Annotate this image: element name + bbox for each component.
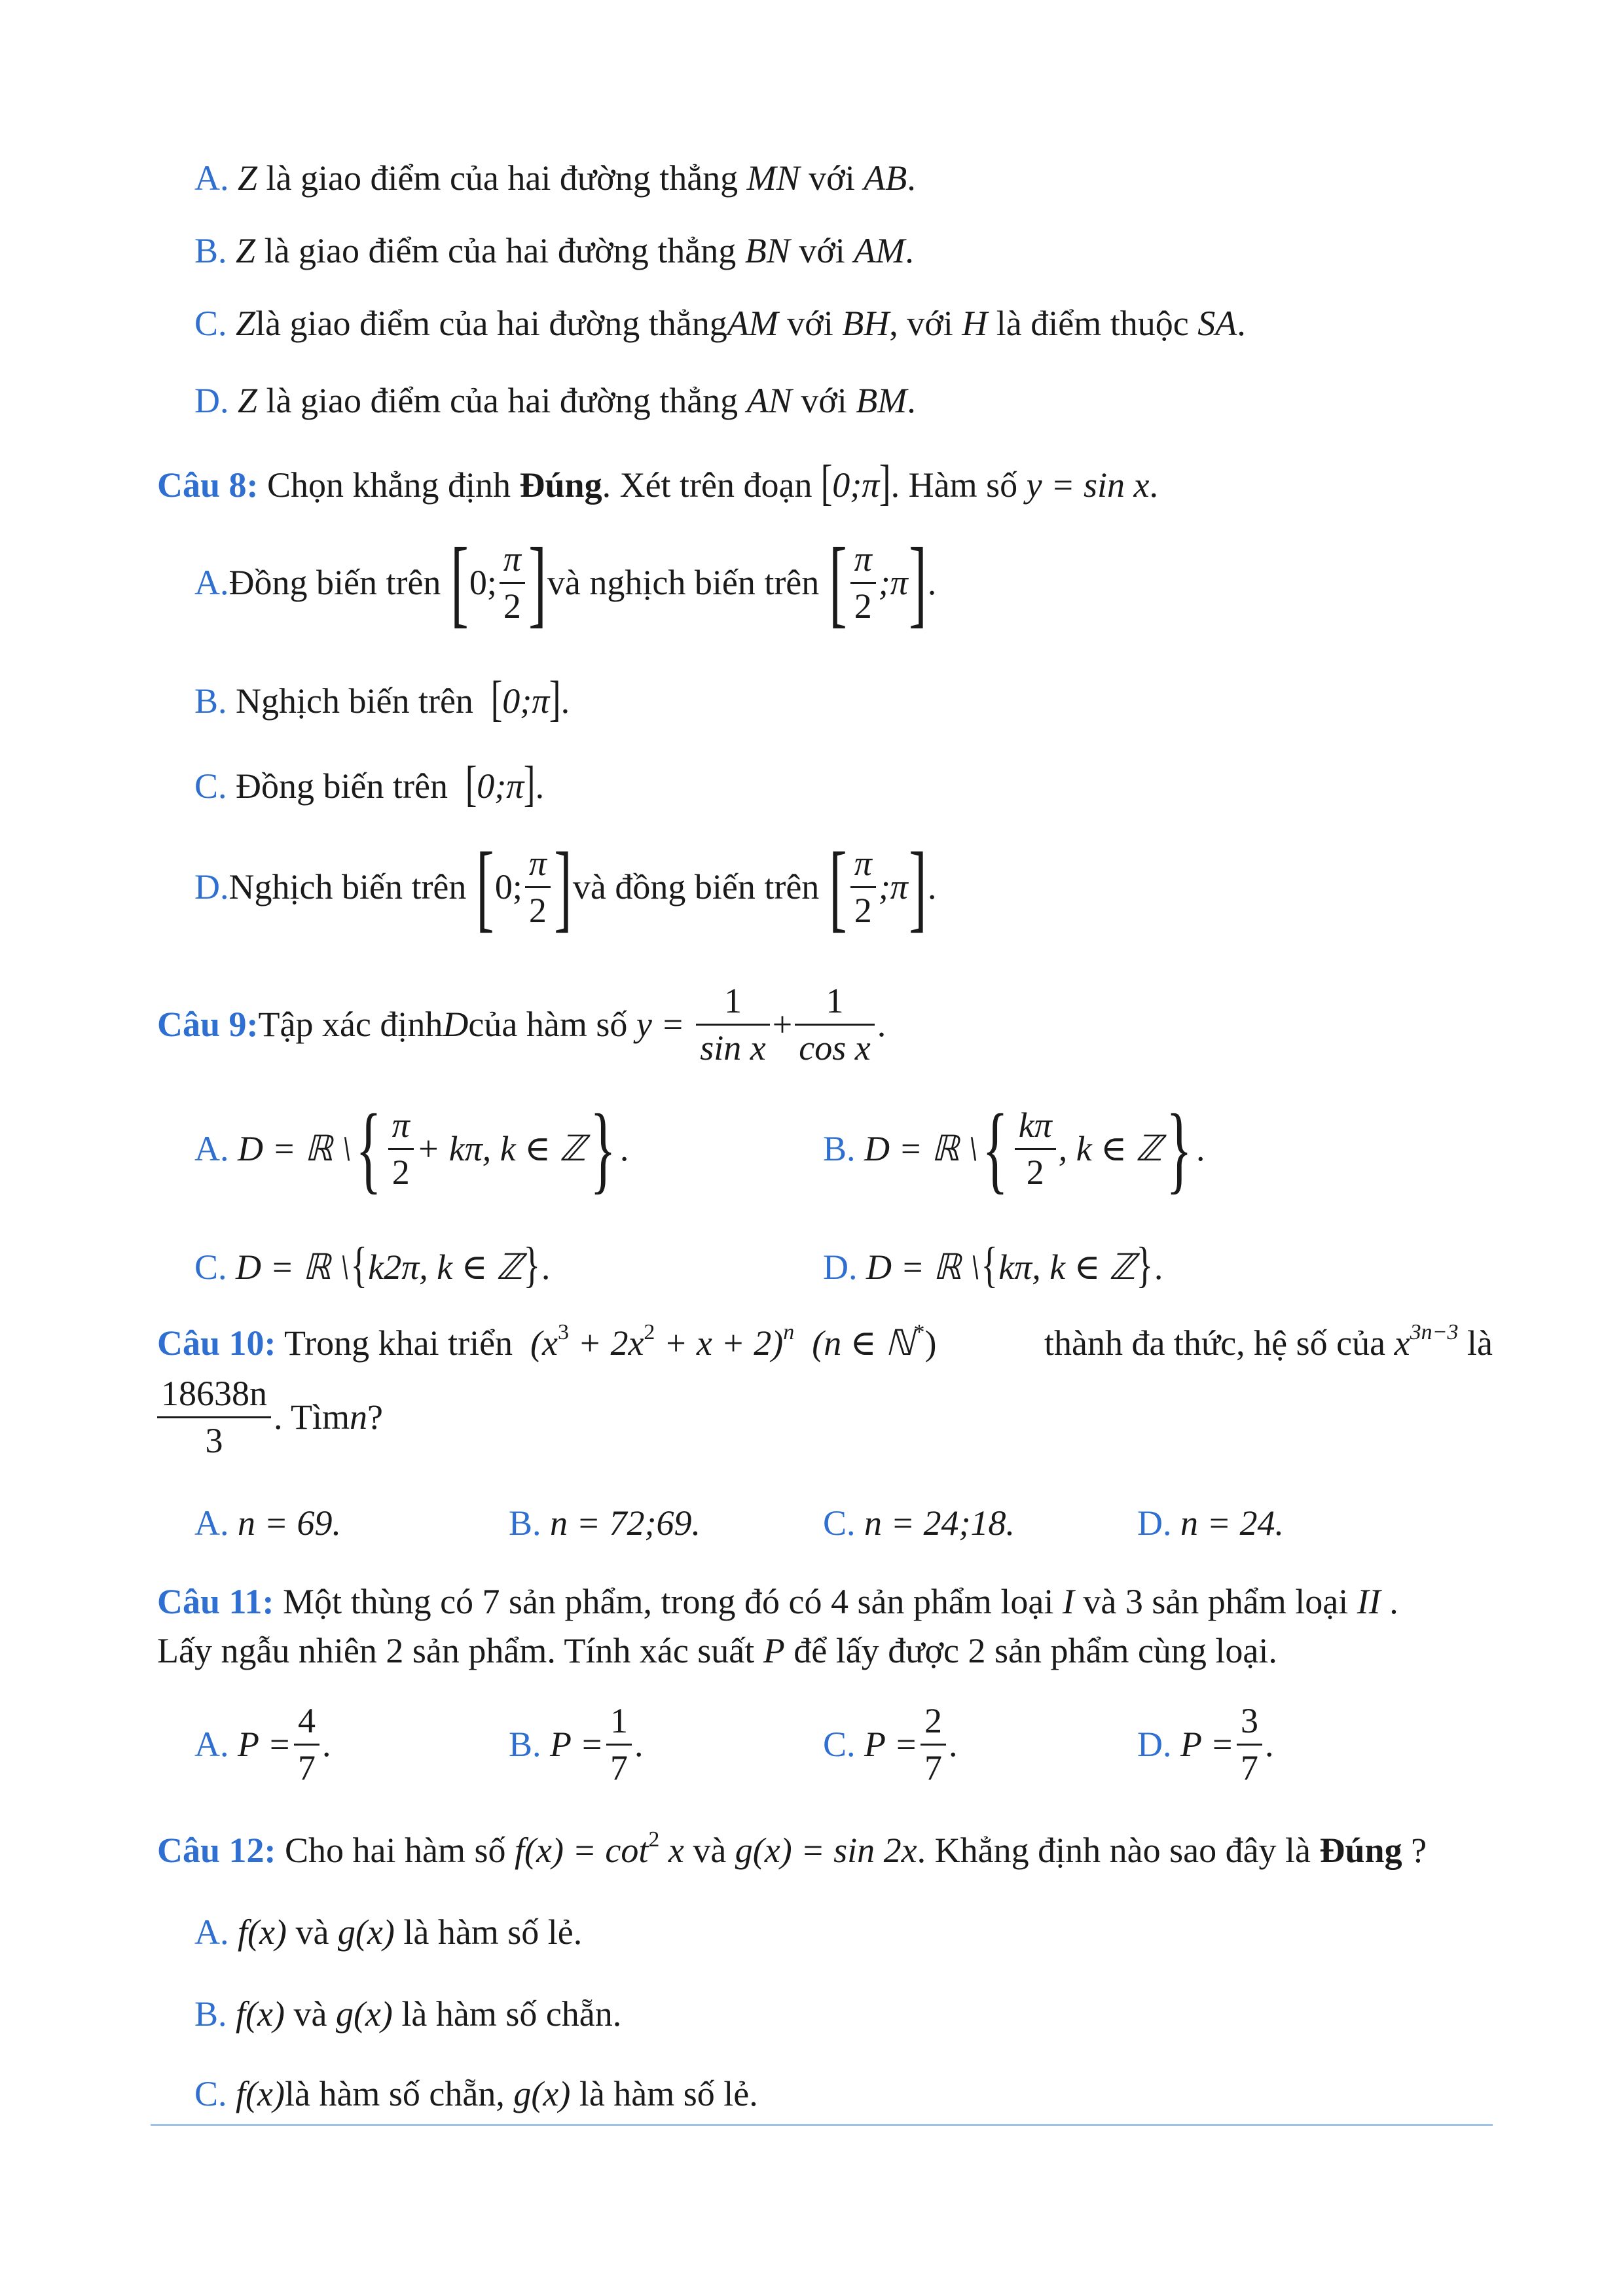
- bracket: ]: [909, 528, 927, 637]
- period: .: [907, 381, 916, 420]
- set-expression: D = ℝ \: [236, 1247, 350, 1287]
- point-z: Z: [238, 158, 258, 198]
- line-mn: MN: [746, 158, 800, 198]
- numerator: 2: [921, 1702, 946, 1746]
- numerator: π: [500, 541, 525, 584]
- q7-option-b: [194, 233, 914, 268]
- fraction: [606, 1702, 632, 1786]
- condition: ): [924, 1323, 937, 1363]
- question-text: . Hàm số: [890, 465, 1027, 505]
- q12-stem: [157, 1827, 1427, 1870]
- line-sa: SA: [1197, 304, 1237, 343]
- exponent: 3n−3: [1410, 1320, 1459, 1344]
- option-text: là hàm số chẵn,: [284, 2074, 514, 2113]
- question-text: Chọn khẳng định: [258, 465, 520, 505]
- q10-option-c: [823, 1505, 1015, 1541]
- option-label: C.: [194, 2074, 227, 2113]
- interval: 0;π: [502, 681, 550, 721]
- option-text: với: [778, 304, 843, 343]
- option-text: và nghịch biến trên: [547, 563, 820, 602]
- question-mark: ?: [1402, 1831, 1427, 1870]
- option-label: A.: [194, 563, 229, 602]
- question-text: là: [1458, 1323, 1493, 1363]
- interval: 0;π: [832, 465, 880, 505]
- option-label: B.: [194, 681, 227, 721]
- point-z: Z: [236, 231, 256, 270]
- question-text: Tập xác định: [258, 1005, 443, 1044]
- bracket: [: [490, 672, 503, 726]
- denominator: sin x: [700, 1028, 766, 1067]
- option-label: D.: [823, 1247, 858, 1287]
- period: .: [905, 231, 914, 270]
- option-label: D.: [1137, 1503, 1172, 1543]
- option-text: Đồng biến trên: [228, 563, 441, 602]
- option-text: là điểm thuộc: [987, 304, 1198, 343]
- denominator: 2: [854, 890, 872, 930]
- function-f: f(x): [238, 1912, 287, 1952]
- q11-option-b: [509, 1702, 643, 1787]
- function-g: g(x): [513, 2074, 571, 2113]
- q9-option-a: A. D = ℝ \ { $\frac{\pi}{2}$ + kπ, k ∈ ℤ } .: [194, 1094, 629, 1203]
- bracket: [: [829, 528, 847, 637]
- question-label: Câu 9:: [157, 1005, 259, 1044]
- numerator: π: [525, 845, 551, 888]
- fraction: [388, 1107, 414, 1191]
- expression: (x: [530, 1323, 558, 1363]
- option-label: C.: [194, 766, 227, 806]
- bold-word: Đúng: [519, 465, 602, 505]
- brace: }: [1136, 1238, 1154, 1293]
- probability: P =: [550, 1725, 604, 1764]
- brace: {: [981, 1238, 998, 1293]
- option-value: n = 69.: [238, 1503, 341, 1543]
- numerator: 1: [795, 982, 874, 1026]
- q10-stem-line2: [157, 1371, 383, 1463]
- option-text: là giao điểm của hai đường thẳng: [255, 304, 727, 343]
- numerator: 4: [294, 1702, 319, 1746]
- period: .: [907, 158, 916, 198]
- denominator: 3: [205, 1420, 223, 1460]
- denominator: 2: [1026, 1152, 1044, 1192]
- interval-end: ;π: [878, 867, 908, 906]
- q10-stem-line1: [157, 1320, 1493, 1363]
- q9-option-b: B. D = ℝ \ { $\frac{k\pi}{2}$ , k ∈ ℤ } .: [823, 1094, 1205, 1203]
- denominator: 2: [528, 890, 547, 930]
- probability: P =: [864, 1725, 918, 1764]
- line-bm: BM: [856, 381, 907, 420]
- question-text: để lấy được 2 sản phẩm cùng loại.: [784, 1631, 1277, 1670]
- function-lhs: y =: [636, 1005, 685, 1044]
- option-text: và đồng biến trên: [572, 867, 820, 906]
- footer-divider: [151, 2124, 1493, 2126]
- q12-option-a: [194, 1914, 582, 1950]
- option-label: A.: [194, 1725, 229, 1764]
- set-d: D: [443, 1005, 469, 1044]
- period: .: [634, 1725, 644, 1764]
- question-text: . Khẳng định nào sao đây là: [917, 1831, 1320, 1870]
- expression: + x + 2): [655, 1323, 784, 1363]
- question-label: Câu 8:: [157, 465, 259, 505]
- exponent: 2: [648, 1827, 660, 1852]
- question-text: Một thùng có 7 sản phẩm, trong đó có 4 sản phẩm loại: [274, 1582, 1063, 1621]
- option-text: Nghịch biến trên: [227, 681, 483, 721]
- condition: (n ∈ ℕ: [812, 1323, 914, 1363]
- option-text: là hàm số lẻ.: [570, 2074, 758, 2113]
- function-f: f(x) = cot: [515, 1831, 649, 1870]
- question-text: của hàm số: [468, 1005, 628, 1044]
- bracket: [: [476, 832, 494, 941]
- denominator: 7: [1240, 1748, 1258, 1787]
- q10-option-b: [509, 1505, 701, 1541]
- denominator: 7: [610, 1748, 628, 1787]
- bracket: [: [465, 757, 477, 812]
- option-label: B.: [823, 1129, 856, 1168]
- bracket: ]: [528, 528, 547, 637]
- fraction: [294, 1702, 319, 1786]
- bracket: [: [829, 832, 847, 941]
- exponent: 3: [558, 1320, 569, 1344]
- q10-stem-right: [1044, 1320, 1493, 1363]
- line-an: AN: [746, 381, 792, 420]
- question-text: thành đa thức, hệ số của: [1044, 1323, 1395, 1363]
- numerator: π: [388, 1107, 414, 1150]
- option-label: B.: [194, 1994, 227, 2034]
- question-text: . Tìm: [274, 1397, 350, 1437]
- fraction: [500, 541, 525, 624]
- function-g: g(x) = sin 2x: [735, 1831, 917, 1870]
- question-text: Cho hai hàm số: [276, 1831, 515, 1870]
- interval-end: ;π: [878, 563, 908, 602]
- fraction: [850, 541, 876, 624]
- interval-start: 0;: [494, 867, 522, 906]
- fraction: [525, 845, 551, 929]
- q8-stem: [157, 456, 1159, 511]
- option-text: với: [799, 158, 864, 198]
- question-text: Trong khai triển: [276, 1323, 522, 1363]
- bracket: ]: [554, 832, 572, 941]
- q7-option-d: [194, 383, 916, 418]
- denominator: 2: [503, 586, 521, 626]
- question-mark: ?: [367, 1397, 383, 1437]
- option-text: là giao điểm của hai đường thẳng: [257, 158, 747, 198]
- option-label: A.: [194, 1912, 229, 1952]
- set-expression: , k ∈ ℤ: [1058, 1129, 1162, 1168]
- bracket: ]: [524, 757, 536, 812]
- bracket: ]: [879, 456, 891, 511]
- denominator: 2: [392, 1152, 410, 1192]
- question-text: . Xét trên đoạn: [602, 465, 821, 505]
- function-f: f(x): [236, 2074, 285, 2113]
- line-bn: BN: [744, 231, 790, 270]
- point-z: Z: [236, 304, 256, 343]
- option-value: n = 24.: [1180, 1503, 1284, 1543]
- set-expression: D = ℝ \: [866, 1247, 980, 1287]
- option-label: C.: [194, 1247, 227, 1287]
- q11-option-a: [194, 1702, 331, 1787]
- option-label: B.: [194, 231, 227, 270]
- option-label: D.: [1137, 1725, 1172, 1764]
- option-label: C.: [823, 1503, 856, 1543]
- question-label: Câu 12:: [157, 1831, 276, 1870]
- exponent: *: [913, 1320, 925, 1344]
- option-label: A.: [194, 158, 229, 198]
- fraction: [850, 845, 876, 929]
- q11-option-c: [823, 1702, 957, 1787]
- option-value: n = 24;18.: [864, 1503, 1015, 1543]
- line-am: AM: [727, 304, 778, 343]
- set-expression: D = ℝ \: [864, 1129, 978, 1168]
- fraction: [795, 982, 874, 1066]
- q8-option-b: B. Nghịch biến trên [0;π].: [194, 672, 570, 726]
- probability: P =: [238, 1725, 291, 1764]
- numerator: kπ: [1015, 1107, 1056, 1150]
- plus-sign: +: [772, 1005, 793, 1044]
- denominator: cos x: [799, 1028, 871, 1067]
- brace: {: [355, 1094, 382, 1203]
- q8-option-c: C. Đồng biến trên [0;π].: [194, 757, 545, 812]
- question-label: Câu 10:: [157, 1323, 276, 1363]
- point-h: H: [962, 304, 988, 343]
- bold-word: Đúng: [1319, 1831, 1402, 1870]
- fraction: [1237, 1702, 1262, 1786]
- denominator: 2: [854, 586, 872, 626]
- option-text: và: [286, 1912, 338, 1952]
- option-text: với: [792, 381, 856, 420]
- variable: P: [763, 1631, 785, 1670]
- variable: x: [1394, 1323, 1410, 1363]
- bracket: [: [450, 528, 469, 637]
- fraction: [1015, 1107, 1056, 1191]
- brace: }: [1166, 1094, 1192, 1203]
- denominator: 7: [297, 1748, 316, 1787]
- expression: + 2x: [569, 1323, 644, 1363]
- fraction: [157, 1375, 271, 1459]
- q7-option-a: [194, 160, 916, 196]
- option-text: là giao điểm của hai đường thẳng: [255, 231, 745, 270]
- question-text: và: [684, 1831, 735, 1870]
- q11-stem-line2: [157, 1633, 1277, 1668]
- option-text: là hàm số lẻ.: [394, 1912, 583, 1952]
- exponent: n: [783, 1320, 795, 1344]
- set-expression: D = ℝ \: [238, 1129, 352, 1168]
- q11-option-d: [1137, 1702, 1273, 1787]
- fraction: [921, 1702, 946, 1786]
- q9-option-d: D. D = ℝ \{kπ, k ∈ ℤ}.: [823, 1238, 1163, 1293]
- fraction: [696, 982, 770, 1066]
- option-text: Nghịch biến trên: [228, 867, 467, 906]
- q7-option-c: [194, 306, 1246, 341]
- q8-option-d: D. Nghịch biến trên [ 0; $\frac{\pi}{2}$ ] và đồng biến trên [ $\frac{\pi}{2}$ ;π ] .: [194, 832, 937, 941]
- point-z: Z: [238, 381, 258, 420]
- option-value: n = 72;69.: [550, 1503, 701, 1543]
- numerator: 3: [1237, 1702, 1262, 1746]
- option-label: D.: [194, 867, 229, 906]
- option-text: với: [790, 231, 854, 270]
- option-text: Đồng biến trên: [227, 766, 457, 806]
- probability: P =: [1180, 1725, 1234, 1764]
- function-f: f(x): [236, 1994, 285, 2034]
- numerator: π: [850, 541, 876, 584]
- option-label: C.: [823, 1725, 856, 1764]
- q9-stem: Câu 9: Tập xác định D của hàm số y = $\frac{1}{\text{sin x}}$ + $\frac{1}{\text{cos x}}$ .: [157, 980, 886, 1067]
- denominator: 7: [924, 1748, 942, 1787]
- type-label: I: [1062, 1582, 1074, 1621]
- bracket: ]: [909, 832, 927, 941]
- option-text: là giao điểm của hai đường thẳng: [257, 381, 747, 420]
- type-label: II: [1357, 1582, 1381, 1621]
- period: .: [1380, 1582, 1398, 1621]
- line-bh: BH: [842, 304, 890, 343]
- function-f: x: [659, 1831, 684, 1870]
- option-text: là hàm số chẵn.: [392, 1994, 622, 2034]
- brace: }: [590, 1094, 616, 1203]
- option-text: , với: [889, 304, 962, 343]
- question-label: Câu 11:: [157, 1582, 274, 1621]
- question-text: Lấy ngẫu nhiên 2 sản phẩm. Tính xác suất: [157, 1631, 763, 1670]
- option-label: A.: [194, 1503, 229, 1543]
- function: y = sin x: [1026, 465, 1150, 505]
- period: .: [948, 1725, 958, 1764]
- period: .: [321, 1725, 331, 1764]
- period: .: [1149, 465, 1159, 505]
- q12-option-b: [194, 1996, 621, 2032]
- q9-option-c: C. D = ℝ \{k2π, k ∈ ℤ}.: [194, 1238, 551, 1293]
- option-text: và: [284, 1994, 336, 2034]
- variable: n: [350, 1397, 368, 1437]
- exponent: 2: [644, 1320, 655, 1344]
- option-label: C.: [194, 304, 227, 343]
- question-text: và 3 sản phẩm loại: [1074, 1582, 1357, 1621]
- q8-option-a: A. Đồng biến trên [ 0; $\frac{\pi}{2}$ ] và nghịch biến trên [ $\frac{\pi}{2}$ ;π ] .: [194, 528, 937, 637]
- q10-stem-left: [157, 1320, 937, 1363]
- numerator: 18638n: [157, 1375, 271, 1418]
- interval: 0;π: [477, 766, 524, 806]
- q10-option-a: [194, 1505, 341, 1541]
- set-expression: k2π, k ∈ ℤ: [368, 1247, 523, 1287]
- set-expression: + kπ, k ∈ ℤ: [416, 1129, 586, 1168]
- brace: {: [350, 1238, 367, 1293]
- numerator: 1: [696, 982, 770, 1026]
- line-ab: AB: [864, 158, 907, 198]
- option-label: D.: [194, 381, 229, 420]
- set-expression: kπ, k ∈ ℤ: [998, 1247, 1136, 1287]
- brace: }: [523, 1238, 541, 1293]
- q12-option-c: [194, 2076, 758, 2111]
- bracket: [: [820, 456, 833, 511]
- q10-option-d: [1137, 1505, 1284, 1541]
- brace: {: [981, 1094, 1008, 1203]
- numerator: π: [850, 845, 876, 888]
- function-g: g(x): [337, 1912, 395, 1952]
- function-g: g(x): [335, 1994, 393, 2034]
- period: .: [1237, 304, 1246, 343]
- q11-stem-line1: [157, 1584, 1398, 1619]
- period: .: [1264, 1725, 1274, 1764]
- option-label: A.: [194, 1129, 229, 1168]
- option-label: B.: [509, 1725, 541, 1764]
- numerator: 1: [606, 1702, 632, 1746]
- interval-start: 0;: [469, 563, 497, 602]
- bracket: ]: [549, 672, 561, 726]
- option-label: B.: [509, 1503, 541, 1543]
- line-am: AM: [854, 231, 905, 270]
